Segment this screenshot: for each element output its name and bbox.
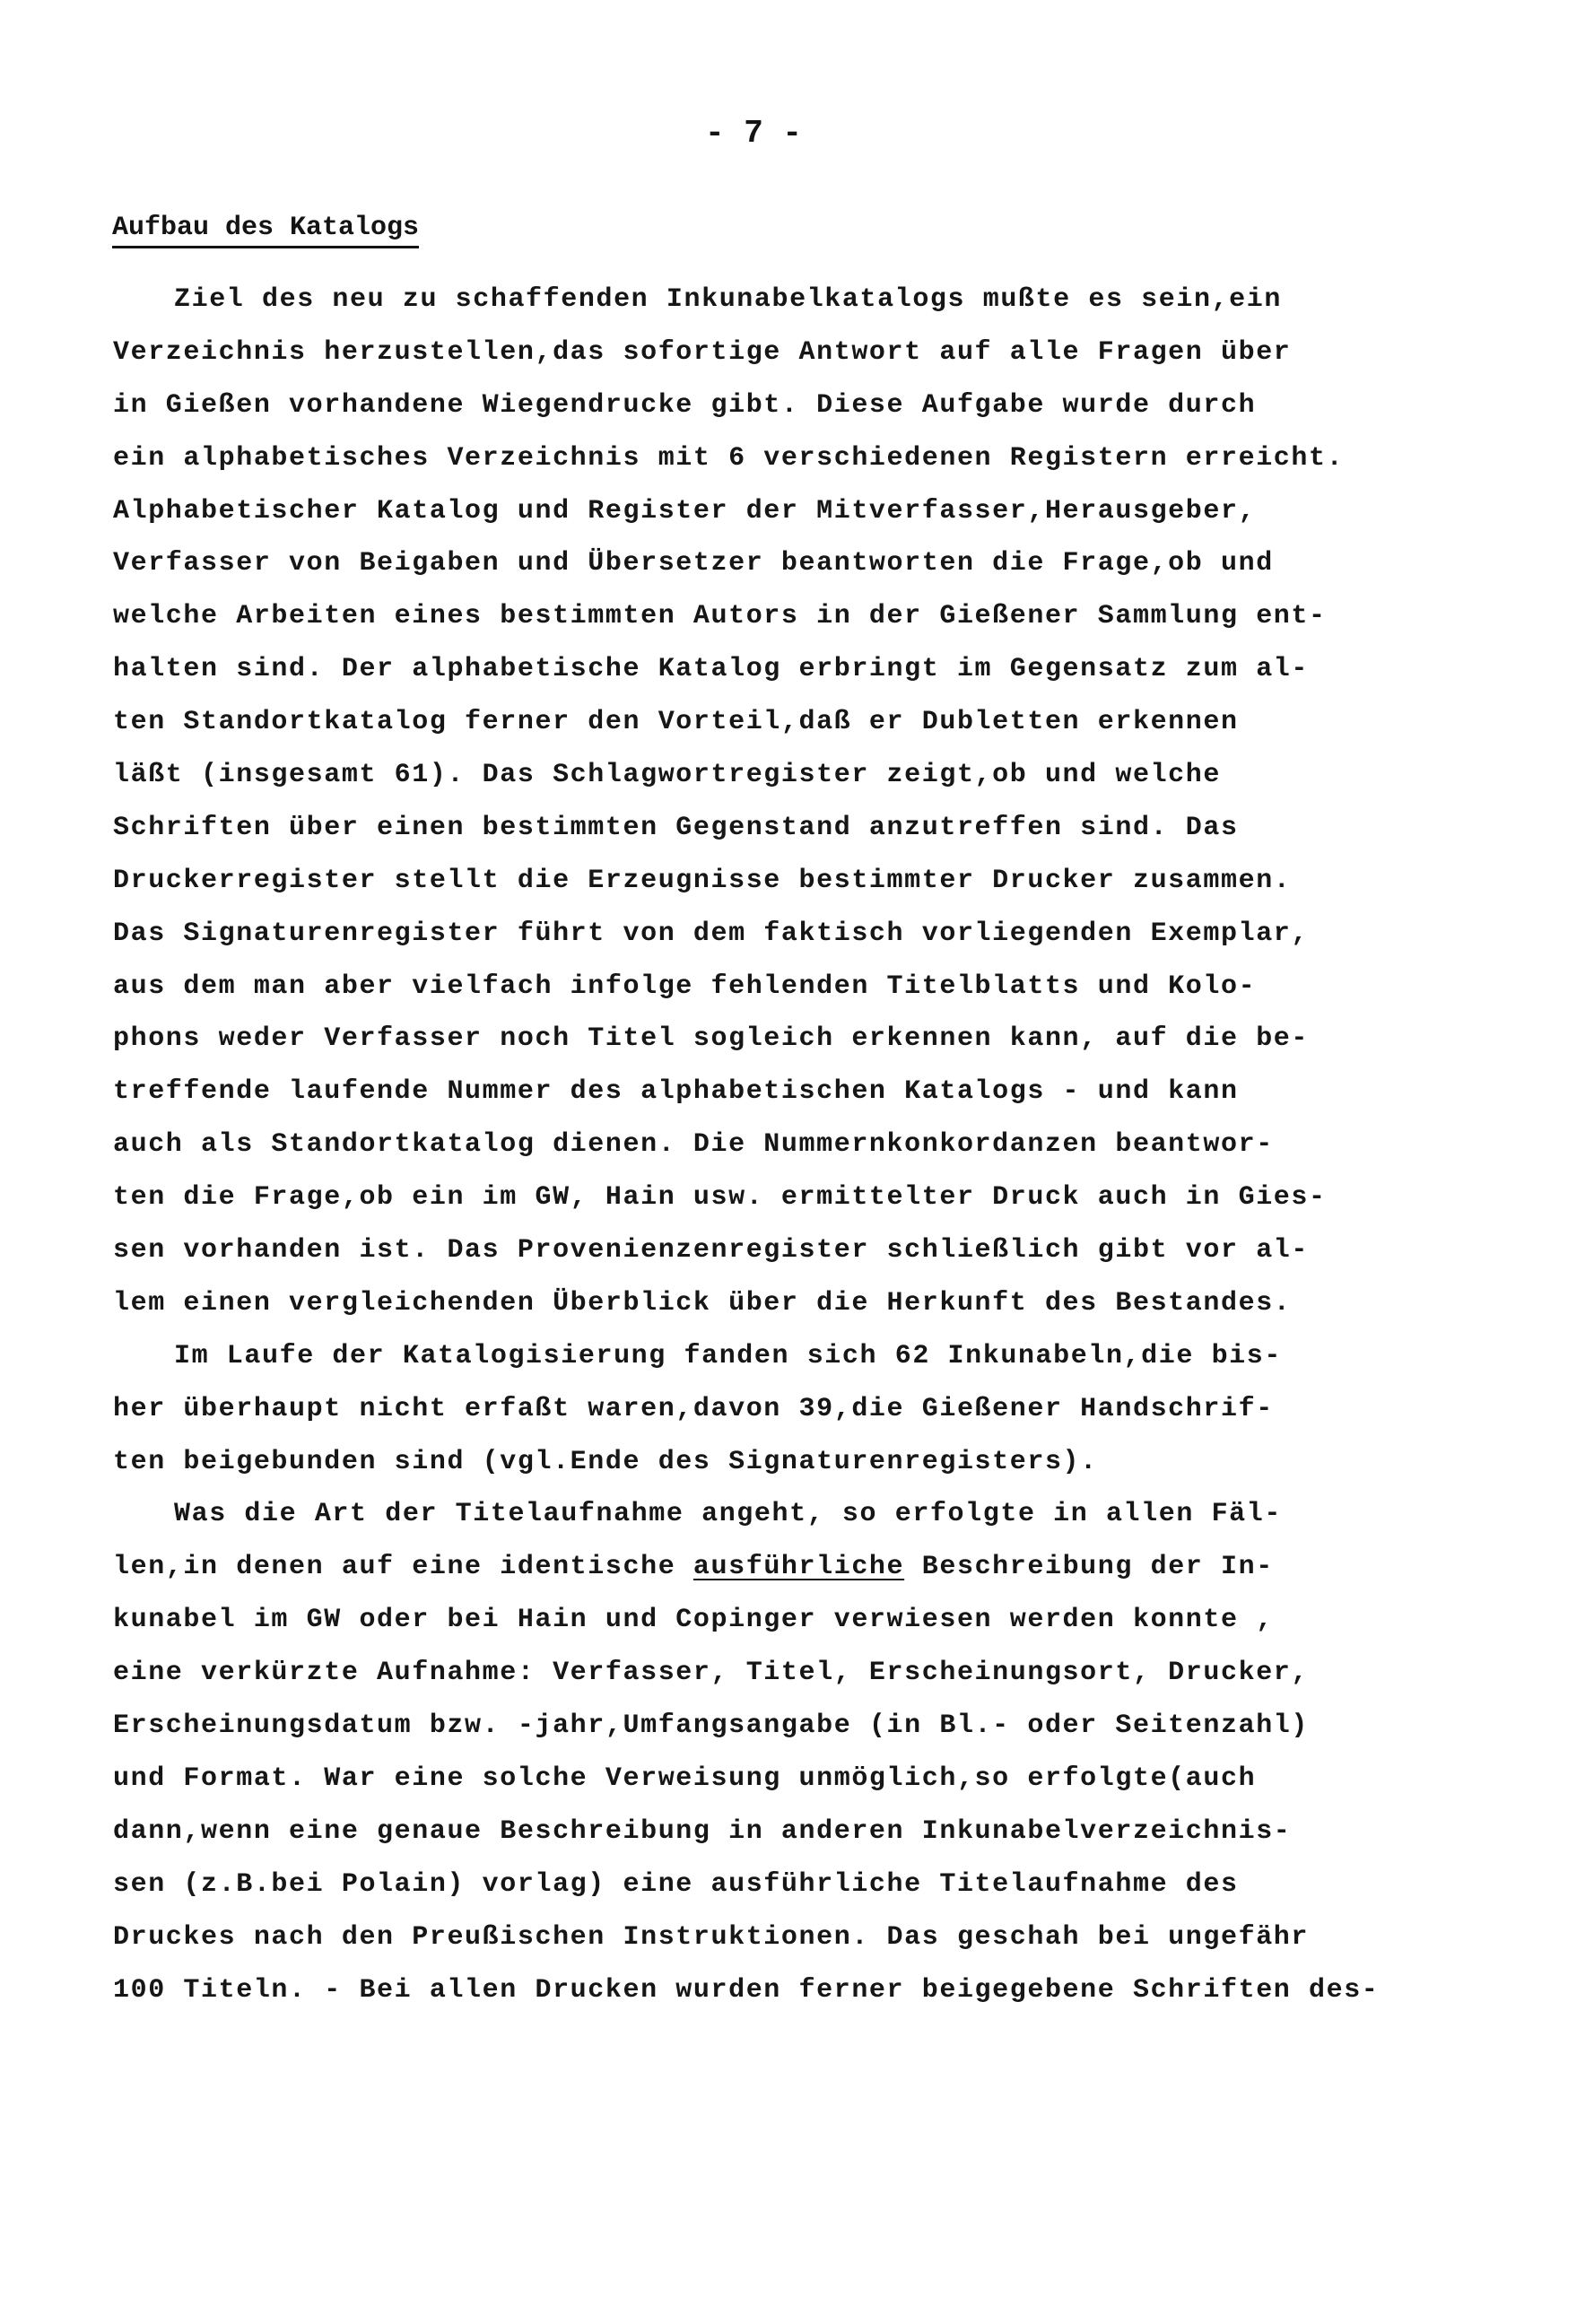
text-line xyxy=(113,1806,1423,1858)
text-line-content: aus dem man aber vielfach infolge fehlenden Titelblatts und Kolo- xyxy=(113,971,1257,1002)
text-line xyxy=(113,855,1423,908)
text-line xyxy=(113,1541,1423,1594)
text-line-content: halten sind. Der alphabetische Katalog erbringt im Gegensatz zum al- xyxy=(113,654,1309,685)
text-line xyxy=(113,696,1423,749)
text-line xyxy=(113,1118,1423,1171)
text-line-content: ten die Frage,ob ein im GW, Hain usw. ermittelter Druck auch in Gies- xyxy=(113,1182,1327,1214)
text-line-content: ten beigebunden sind (vgl.Ende des Signaturenregisters). xyxy=(113,1446,1098,1477)
text-line-rest: Beschreibung der In- xyxy=(904,1552,1274,1583)
text-line-content: läßt (insgesamt 61). Das Schlagwortregister zeigt,ob und welche xyxy=(113,760,1221,791)
text-line xyxy=(113,1383,1423,1436)
text-line xyxy=(113,1330,1423,1383)
text-line-content: ten Standortkatalog ferner den Vorteil,daß er Dubletten erkennen xyxy=(113,707,1239,738)
text-line-content: 100 Titeln. - Bei allen Drucken wurden ferner beigegebene Schriften des- xyxy=(113,1974,1380,2006)
text-line xyxy=(113,1911,1423,1964)
text-line-content: treffende laufende Nummer des alphabetischen Katalogs - und kann xyxy=(113,1076,1239,1108)
text-line-content: Das Signaturenregister führt von dem faktisch vorliegenden Exemplar, xyxy=(113,918,1309,949)
text-line xyxy=(113,1753,1423,1806)
text-line-content: Druckerregister stellt die Erzeugnisse bestimmter Drucker zusammen. xyxy=(113,865,1292,896)
text-line xyxy=(113,643,1423,696)
body-text xyxy=(113,274,1423,2016)
text-line xyxy=(113,1066,1423,1118)
text-line xyxy=(113,1171,1423,1224)
text-line xyxy=(113,1277,1423,1330)
text-line xyxy=(113,326,1423,379)
underlined-word: ausführliche xyxy=(692,1552,905,1583)
page-number: - 7 - xyxy=(704,115,803,152)
text-line xyxy=(113,432,1423,485)
text-line xyxy=(113,1700,1423,1753)
text-line xyxy=(113,1488,1423,1541)
text-line xyxy=(113,379,1423,432)
text-line-content: und Format. War eine solche Verweisung unmöglich,so erfolgte(auch xyxy=(113,1763,1257,1794)
text-line-content: welche Arbeiten eines bestimmten Autors in der Gießener Sammlung ent- xyxy=(113,601,1327,632)
text-line xyxy=(113,802,1423,855)
text-line-content: eine verkürzte Aufnahme: Verfasser, Titel, Erscheinungsort, Drucker, xyxy=(113,1658,1309,1689)
text-line xyxy=(113,537,1423,590)
text-line xyxy=(113,1647,1423,1700)
text-line-content: Erscheinungsdatum bzw. -jahr,Umfangsangabe (in Bl.- oder Seitenzahl) xyxy=(113,1710,1309,1742)
text-line-content: ein alphabetisches Verzeichnis mit 6 verschiedenen Registern erreicht. xyxy=(113,442,1345,474)
text-line xyxy=(113,274,1423,326)
text-line-content: len,in denen auf eine identische xyxy=(113,1552,693,1583)
text-line xyxy=(113,961,1423,1014)
text-line xyxy=(113,1224,1423,1277)
text-line xyxy=(113,749,1423,802)
text-line xyxy=(113,1594,1423,1647)
text-line-content: Druckes nach den Preußischen Instruktionen. Das geschah bei ungefähr xyxy=(113,1921,1309,1953)
text-line-content: Was die Art der Titelaufnahme angeht, so erfolgte in allen Fäl- xyxy=(174,1499,1282,1530)
text-line xyxy=(113,590,1423,643)
text-line xyxy=(113,908,1423,961)
text-line-content: in Gießen vorhandene Wiegendrucke gibt. Diese Aufgabe wurde durch xyxy=(113,389,1257,421)
text-line-content: sen (z.B.bei Polain) vorlag) eine ausführliche Titelaufnahme des xyxy=(113,1868,1239,1900)
text-line-content: dann,wenn eine genaue Beschreibung in anderen Inkunabelverzeichnis- xyxy=(113,1815,1292,1847)
text-line-content: Alphabetischer Katalog und Register der Mitverfasser,Herausgeber, xyxy=(113,495,1257,527)
text-line xyxy=(113,1013,1423,1066)
text-line-content: her überhaupt nicht erfaßt waren,davon 39,die Gießener Handschrif- xyxy=(113,1393,1274,1424)
text-line-content: auch als Standortkatalog dienen. Die Nummernkonkordanzen beantwor- xyxy=(113,1129,1274,1161)
text-line xyxy=(113,1858,1423,1911)
text-line-content: phons weder Verfasser noch Titel sogleich erkennen kann, auf die be- xyxy=(113,1023,1309,1055)
text-line-content: Verfasser von Beigaben und Übersetzer beantworten die Frage,ob und xyxy=(113,548,1274,579)
text-line xyxy=(113,1964,1423,2017)
section-heading: Aufbau des Katalogs xyxy=(112,212,419,248)
text-line-content: lem einen vergleichenden Überblick über die Herkunft des Bestandes. xyxy=(113,1287,1292,1319)
text-line xyxy=(113,1436,1423,1489)
text-line-content: Schriften über einen bestimmten Gegenstand anzutreffen sind. Das xyxy=(113,812,1239,843)
text-line-content: Verzeichnis herzustellen,das sofortige Antwort auf alle Fragen über xyxy=(113,336,1292,368)
text-line-content: sen vorhanden ist. Das Provenienzenregister schließlich gibt vor al- xyxy=(113,1235,1309,1266)
text-line-content: kunabel im GW oder bei Hain und Copinger verwiesen werden konnte , xyxy=(113,1605,1274,1636)
text-line-content: Ziel des neu zu schaffenden Inkunabelkatalogs mußte es sein,ein xyxy=(174,284,1282,315)
text-line-content: Im Laufe der Katalogisierung fanden sich 62 Inkunabeln,die bis- xyxy=(174,1340,1282,1371)
text-line xyxy=(113,485,1423,538)
